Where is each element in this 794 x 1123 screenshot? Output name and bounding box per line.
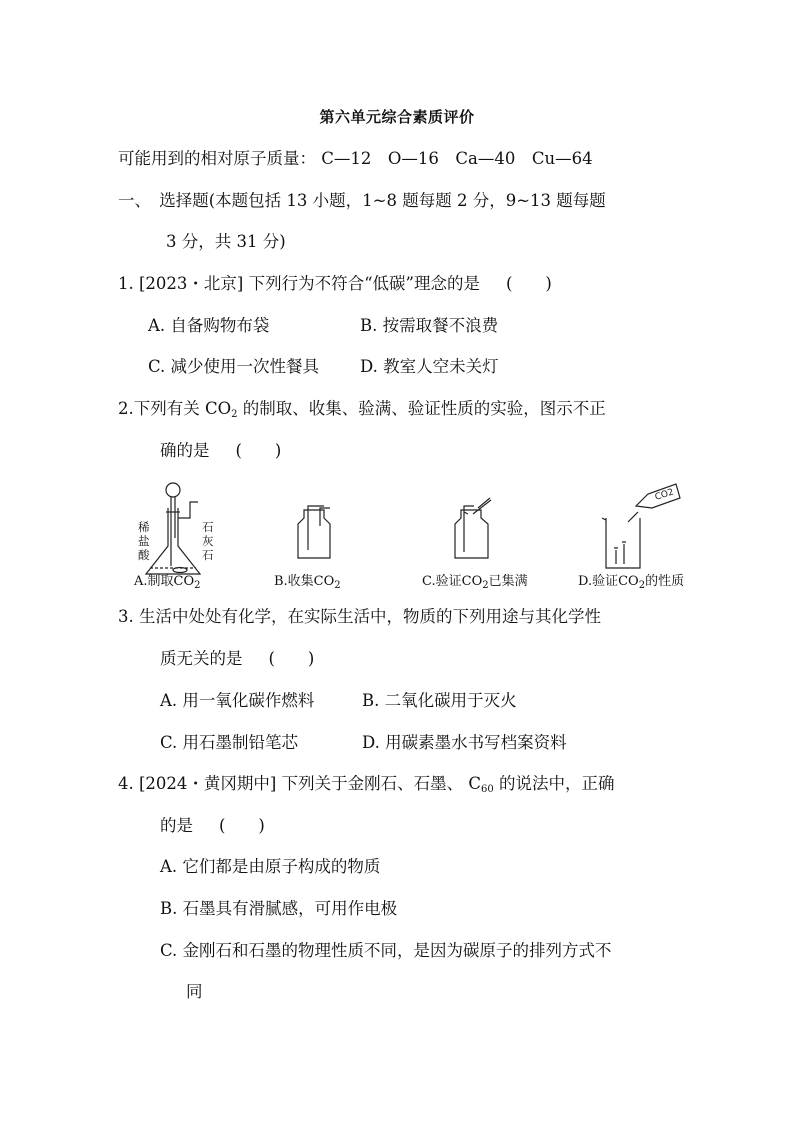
q4-option-a: A. 它们都是由原子构成的物质 bbox=[160, 857, 381, 876]
figure-label-a: A.制取$CO_2$ bbox=[134, 574, 201, 591]
q3-option-c: C. 用石墨制铅笔芯 bbox=[160, 733, 299, 752]
q4-option-c: C. 金刚石和石墨的物理性质不同，是因为碳原子的排列方式不 bbox=[160, 941, 612, 960]
q2-stem bbox=[118, 398, 606, 426]
q2-answer-paren: ( ) bbox=[235, 441, 282, 460]
q1-option-b: B. 按需取餐不浪费 bbox=[360, 316, 499, 335]
q4-option-b: B. 石墨具有滑腻感，可用作电极 bbox=[160, 899, 398, 918]
q3-option-b: B. 二氧化碳用于灭火 bbox=[362, 691, 517, 710]
atomic-masses: 可能用到的相对原子质量： C—12 O—16 Ca—40 Cu—64 bbox=[118, 149, 593, 168]
q2-stem-pre: 2.下列有关 CO bbox=[118, 399, 232, 418]
gas-collection-bottle-icon bbox=[298, 506, 330, 558]
q3-option-d: D. 用碳素墨水书写档案资料 bbox=[362, 733, 567, 752]
figure-label-c: C.验证$CO_2$已集满 bbox=[422, 574, 528, 591]
q3-option-a: A. 用一氧化碳作燃料 bbox=[160, 691, 315, 710]
q2-stem-cont-text: 确的是 bbox=[160, 441, 210, 460]
q2-figure bbox=[128, 478, 708, 593]
section-heading: 一、 选择题(本题包括 13 小题，1~8 题每题 2 分，9~13 题每题 bbox=[118, 191, 606, 210]
q4-stem-cont-text: 的是 bbox=[160, 816, 193, 835]
gas-jar-with-stick-icon bbox=[455, 498, 491, 558]
figure-label-b: B.收集$CO_2$ bbox=[274, 574, 341, 591]
q3-stem-cont-text: 质无关的是 bbox=[160, 649, 243, 668]
q3-stem: 3. 生活中处处有化学，在实际生活中，物质的下列用途与其化学性 bbox=[118, 607, 601, 626]
q3-stem-cont bbox=[160, 648, 314, 670]
page-title: 第六单元综合素质评价 bbox=[319, 108, 475, 126]
q3-answer-paren: ( ) bbox=[268, 649, 315, 668]
q4-stem bbox=[118, 773, 614, 801]
q1-stem-text: 1. [2023・北京] 下列行为不符合“低碳”理念的是 bbox=[118, 274, 480, 293]
q2-stem-cont bbox=[160, 440, 281, 462]
flask-apparatus-icon bbox=[146, 483, 200, 574]
q2-stem-sub: 2 bbox=[231, 409, 238, 420]
dilute-hcl-label: 稀 盐 酸 bbox=[138, 520, 150, 562]
section-heading-cont: 3 分，共 31 分) bbox=[166, 232, 286, 251]
q4-stem-post: 的说法中，正确 bbox=[493, 774, 615, 793]
q1-option-c: C. 减少使用一次性餐具 bbox=[148, 357, 320, 376]
q4-stem-cont bbox=[160, 815, 265, 837]
q4-option-c-cont: 同 bbox=[186, 982, 203, 1001]
q1-option-d: D. 教室人空未关灯 bbox=[360, 357, 499, 376]
q2-stem-post: 的制取、收集、验满、验证性质的实验，图示不正 bbox=[237, 399, 606, 418]
q4-stem-pre: 4. [2024・黄冈期中] 下列关于金刚石、石墨、 C bbox=[118, 774, 481, 793]
q1-option-a: A. 自备购物布袋 bbox=[148, 316, 270, 335]
co2-tag-label: CO2 bbox=[653, 487, 676, 503]
q1-stem bbox=[118, 273, 552, 295]
q4-stem-sub: 60 bbox=[480, 784, 494, 795]
limestone-label: 石 灰 石 bbox=[202, 520, 214, 562]
q1-answer-paren: ( ) bbox=[505, 274, 552, 293]
figure-label-d: D.验证$CO_2$的性质 bbox=[578, 574, 685, 591]
q4-answer-paren: ( ) bbox=[219, 816, 265, 835]
